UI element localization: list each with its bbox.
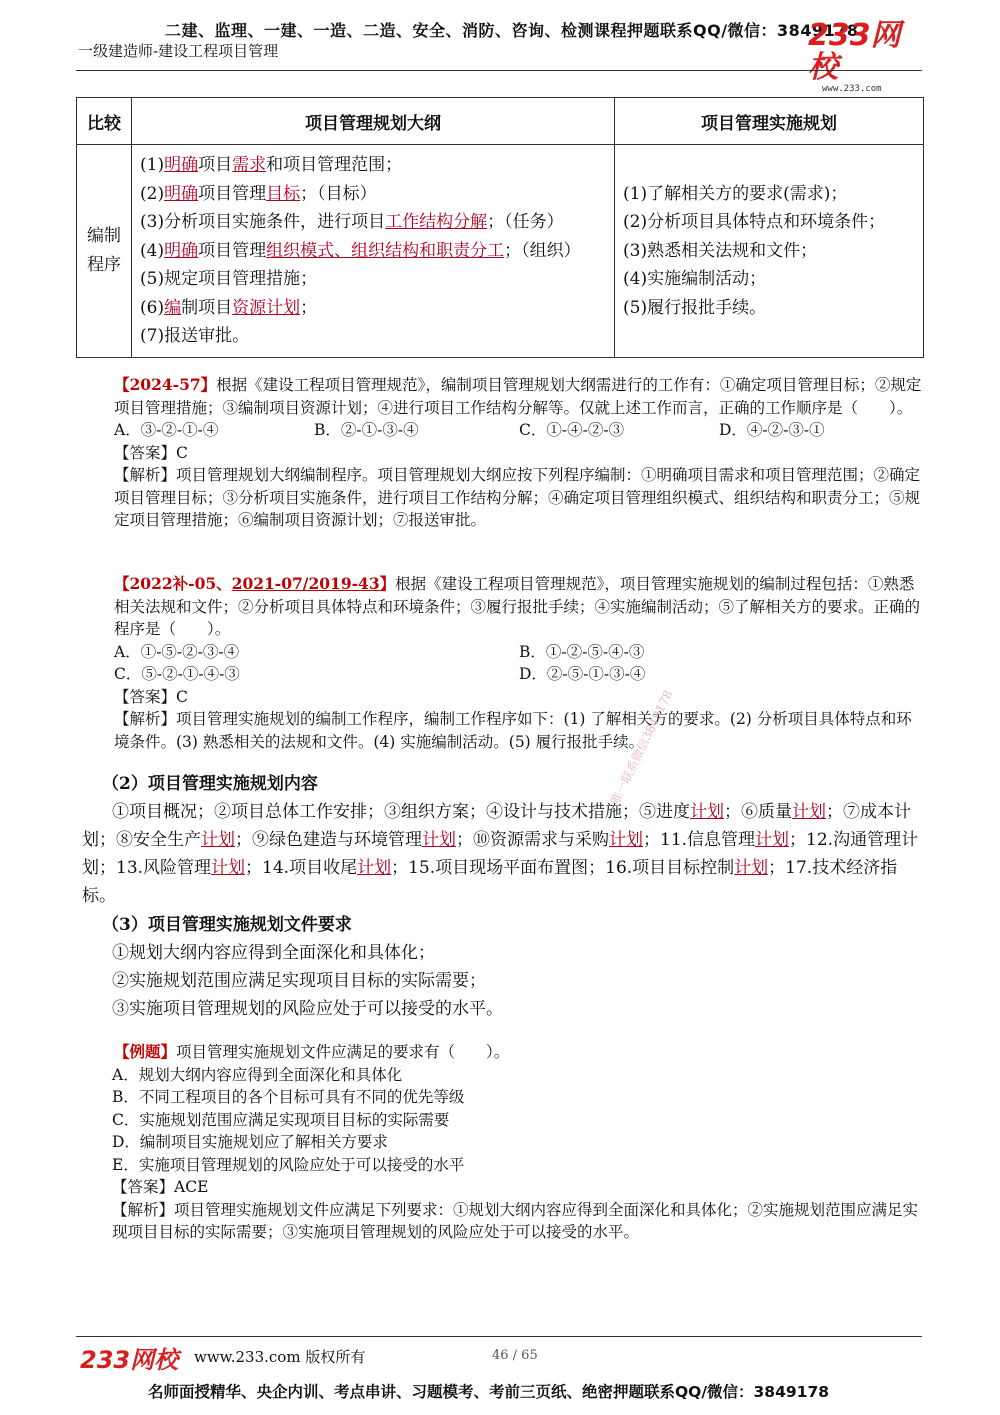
option-a: A．③-②-①-④ (114, 421, 219, 439)
question-stem: 根据《建设工程项目管理规范》，项目管理实施规划的编制过程包括：①熟悉相关法规和文件；②分析项目具体特点和环境条件；③履行报批手续；④实施编制活动；⑤了解相关方的要求。正确的程序是（ ）。 (114, 575, 921, 638)
question-2022-05 (82, 573, 922, 753)
header-divider (76, 70, 922, 71)
option-d: D．编制项目实施规划应了解相关方要求 (112, 1133, 388, 1151)
option-a: A．规划大纲内容应得到全面深化和具体化 (112, 1065, 403, 1084)
question-tag: 【2024-57】 (114, 375, 217, 394)
option-c: C．⑤-②-①-④-③ (114, 665, 240, 683)
outline-step-2: (2)明确项目管理目标；（目标） (140, 183, 377, 204)
question-tag-prefix: 【2022补-05、 (114, 574, 232, 593)
impl-step: (2)分析项目具体特点和环境条件； (623, 212, 886, 232)
example-question (82, 1041, 922, 1244)
section-body: ①项目概况；②项目总体工作安排；③组织方案；④设计与技术措施；⑤进度计划；⑥质量计划；⑦成本计划；⑧安全生产计划；⑨绿色建造与环境管理计划；⑩资源需求与采购计划；11.信息管理计划；12.沟通管理计划；13.风险管理计划；14.项目收尾计划；15.项目现场平面布置图；16.项目目标控制计划；17.技术经济指标。 (82, 802, 919, 906)
logo-text: 233网校 (808, 18, 901, 85)
impl-step: (1)了解相关方的要求(需求)； (623, 183, 848, 204)
footer-contact-line: 名师面授精华、央企内训、考点串讲、习题模考、考前三页纸、绝密押题联系QQ/微信：3849178 (148, 1383, 830, 1401)
outline-step-3: (3)分析项目实施条件，进行项目工作结构分解；（任务） (140, 212, 564, 232)
option-b: B．①-②-⑤-④-③ (519, 642, 645, 661)
requirement-item: ③实施项目管理规划的风险应处于可以接受的水平。 (112, 999, 503, 1019)
question-2024-57 (82, 374, 922, 532)
table-row (77, 145, 924, 358)
section-title: （3）项目管理实施规划文件要求 (102, 915, 352, 935)
outline-step-4: (4)明确项目管理组织模式、组织结构和职责分工；（组织） (140, 240, 581, 261)
impl-step: (4)实施编制活动； (623, 269, 767, 289)
impl-step: (3)熟悉相关法规和文件； (623, 240, 818, 261)
requirement-item: ①规划大纲内容应得到全面深化和具体化； (112, 943, 435, 963)
table-header-row (77, 98, 924, 145)
section-impl-requirements (82, 911, 922, 1023)
outline-step-5: (5)规定项目管理措施； (140, 269, 318, 289)
answer-label: 【答案】 (114, 687, 177, 706)
option-d: D．②-⑤-①-③-④ (519, 665, 646, 683)
answer-value: C (176, 443, 188, 462)
option-b: B．不同工程项目的各个目标可具有不同的优先等级 (112, 1088, 465, 1106)
brand-logo (808, 18, 918, 94)
question-tag-suffix: 】 (379, 574, 396, 593)
requirement-item: ②实施规划范围应满足实现项目目标的实际需要； (112, 971, 486, 991)
outline-step-7: (7)报送审批。 (140, 326, 250, 346)
col-header-impl: 项目管理实施规划 (615, 98, 924, 145)
outline-step-1: (1)明确项目需求和项目管理范围； (140, 155, 403, 175)
impl-step: (5)履行报批手续。 (623, 297, 767, 318)
outline-step-6: (6)编制项目资源计划； (140, 297, 318, 318)
footer-logo: 233网校 (80, 1346, 179, 1374)
logo-url: www.233.com (822, 84, 882, 94)
option-c: C．①-④-②-③ (519, 421, 625, 439)
header-contact-line: 二建、监理、一建、一造、二造、安全、消防、咨询、检测课程押题联系QQ/微信：3849178 (165, 21, 859, 40)
option-c: C．实施规划范围应满足实现项目目标的实际需要 (112, 1110, 450, 1129)
section-impl-content (82, 770, 922, 910)
answer-label: 【答案】 (114, 443, 177, 462)
question-tag-years: 2021-07/2019-43 (231, 574, 380, 593)
footer-divider (76, 1336, 922, 1337)
answer-label: 【答案】 (112, 1178, 175, 1196)
example-stem: 项目管理实施规划文件应满足的要求有（ ）。 (176, 1043, 510, 1061)
answer-value: C (176, 687, 188, 706)
impl-steps-cell (615, 145, 924, 358)
comparison-table (76, 97, 924, 358)
option-a: A．①-⑤-②-③-④ (114, 642, 240, 661)
question-stem: 根据《建设工程项目管理规范》，编制项目管理规划大纲需进行的工作有：①确定项目管理目标；②规定项目管理措施；③编制项目资源计划；④进行项目工作结构分解等。仅就上述工作而言，正确的工作顺序是（ ）。 (114, 376, 922, 417)
analysis-text: 项目管理实施规划文件应满足下列要求：①规划大纲内容应得到全面深化和具体化；②实施规划范围应满足实现项目目标的实际需要；③实施项目管理规划的风险应处于可以接受的水平。 (112, 1200, 919, 1241)
analysis-text: 项目管理规划大纲编制程序。项目管理规划大纲应按下列程序编制：①明确项目需求和项目管理范围；②确定项目管理目标；③分析项目实施条件，进行项目工作结构分解；④确定项目管理组织模式、组织结构和职责分工；⑤规定项目管理措施；⑥编制项目资源计划；⑦报送审批。 (114, 466, 921, 529)
section-title: （2）项目管理实施规划内容 (102, 774, 318, 794)
answer-value: ACE (174, 1178, 209, 1196)
col-header-compare: 比较 (77, 98, 132, 145)
analysis-label: 【解析】 (112, 1200, 175, 1219)
outline-steps-cell (132, 145, 615, 358)
analysis-text: 项目管理实施规划的编制工作程序，编制工作程序如下：(1) 了解相关方的要求。(2) 分析项目具体特点和环境条件。(3) 熟悉相关的法规和文件。(4) 实施编制活动。(5) 履行报批手续。 (114, 710, 912, 751)
footer-copyright: www.233.com 版权所有 (194, 1348, 366, 1366)
col-header-outline: 项目管理规划大纲 (132, 98, 615, 145)
option-e: E．实施项目管理规划的风险应处于可以接受的水平 (112, 1155, 465, 1174)
option-b: B．②-①-③-④ (314, 421, 419, 439)
header-subtitle: 一级建造师-建设工程项目管理 (78, 42, 279, 60)
row-label: 编制程序 (77, 145, 132, 358)
watermark: 唯一联系微信3849178 (607, 688, 676, 808)
analysis-label: 【解析】 (114, 466, 177, 484)
example-tag: 【例题】 (114, 1042, 177, 1061)
page-number: 46 / 65 (492, 1348, 538, 1363)
option-d: D．④-②-③-① (719, 421, 825, 439)
analysis-label: 【解析】 (114, 710, 177, 728)
